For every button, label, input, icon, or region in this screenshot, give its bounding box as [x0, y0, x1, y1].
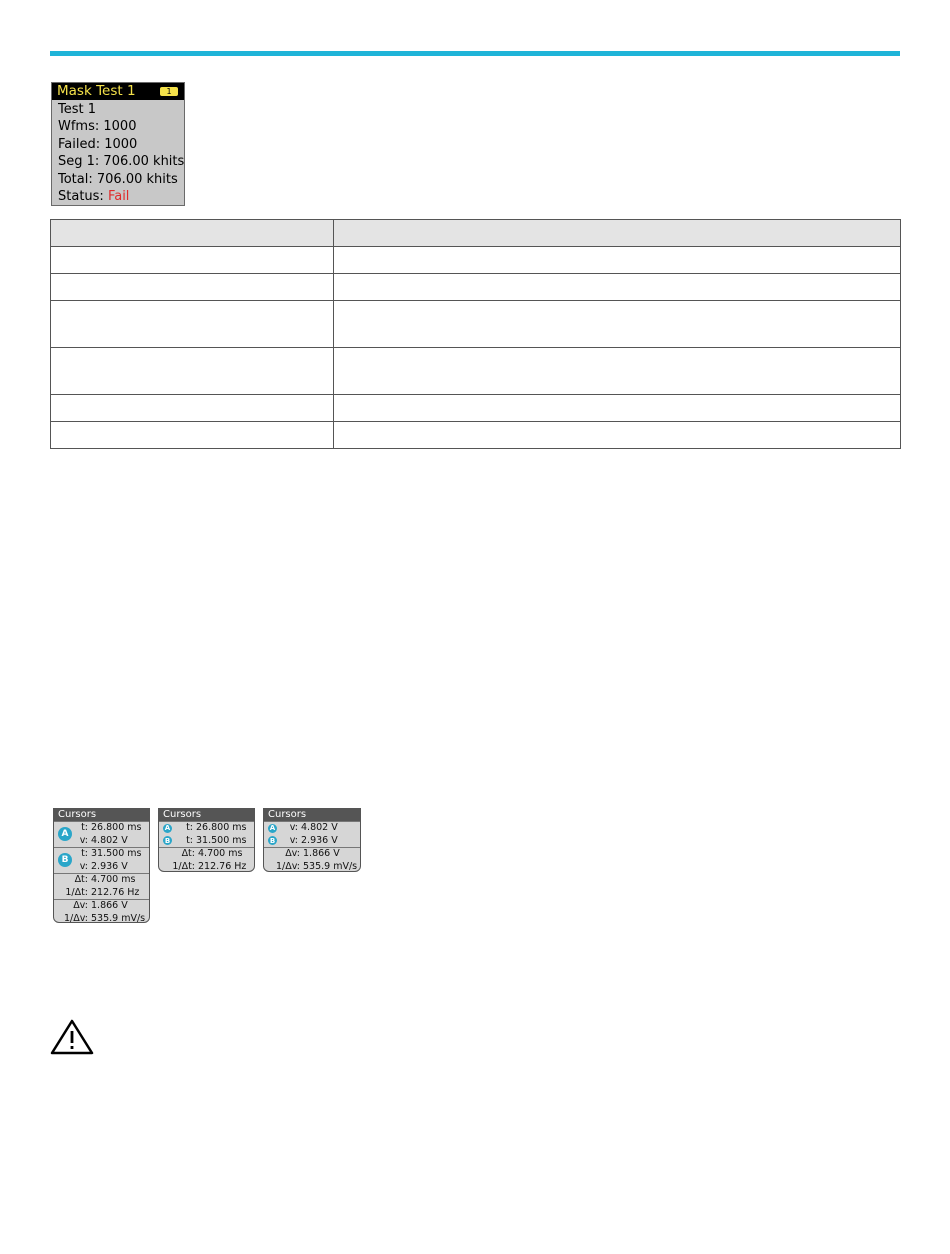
delta-time-section [54, 873, 149, 899]
mask-line: Test 1 [58, 102, 97, 117]
cursor-b-t: 31.500 ms [196, 834, 247, 846]
cursor-readout-title: Cursors [54, 809, 149, 821]
table-cell [51, 274, 334, 301]
table-cell [334, 274, 901, 301]
cursor-a-t-row [78, 822, 149, 835]
inv-delta-t-value: 212.76 Hz [198, 860, 247, 872]
t-label: t: [81, 848, 88, 859]
cursor-a-v-row [78, 835, 149, 848]
delta-volt-section [54, 899, 149, 923]
t-label: t: [186, 834, 193, 846]
table-header-cell [334, 220, 901, 247]
table-cell [334, 422, 901, 449]
mask-test-title: Mask Test 1 [57, 82, 136, 99]
table-cell [334, 301, 901, 348]
delta-v-label: Δv: [285, 848, 300, 859]
t-label: t: [186, 822, 193, 833]
mask-status [58, 188, 184, 205]
cursor-a-t: 26.800 ms [196, 822, 247, 833]
table-cell [51, 395, 334, 422]
description-table [50, 219, 901, 449]
table-cell [334, 395, 901, 422]
v-label: v: [289, 822, 298, 833]
channel-chip: 1 [160, 87, 178, 96]
inv-delta-t-row [54, 887, 149, 900]
cursor-b-v-row [264, 835, 360, 848]
cursor-b-icon: B [164, 836, 171, 845]
header-rule [50, 51, 900, 56]
cursor-a-icon: A [269, 824, 276, 832]
cursor-time-section [159, 821, 254, 847]
cursor-a-v-row [264, 822, 360, 835]
delta-t-row [54, 874, 149, 887]
cursor-readout-time [158, 808, 255, 872]
cursor-b-t: 31.500 ms [91, 848, 142, 859]
delta-v-row [54, 900, 149, 913]
inv-delta-t-value: 212.76 Hz [91, 886, 140, 898]
badge-slot [264, 822, 288, 835]
status-value: Fail [107, 189, 130, 205]
table-row [51, 301, 901, 348]
table-cell [51, 247, 334, 274]
table-cell [51, 301, 334, 348]
mask-line: Total: 706.00 khits [58, 171, 178, 187]
cursor-b-icon: B [58, 853, 72, 867]
v-label: v: [79, 834, 88, 846]
delta-t-value: 4.700 ms [91, 874, 136, 885]
v-label: v: [289, 834, 298, 846]
cursor-readout-full [53, 808, 150, 923]
badge-slot [264, 835, 288, 848]
delta-t-value: 4.700 ms [198, 848, 243, 859]
cursor-b-v-row [78, 861, 149, 874]
v-label: v: [79, 860, 88, 872]
cursor-a-t-row [159, 822, 254, 835]
cursor-b-v: 2.936 V [301, 834, 338, 846]
table-cell [334, 247, 901, 274]
cursor-readout-title: Cursors [264, 809, 360, 821]
badge-slot [159, 822, 183, 835]
table-row [51, 348, 901, 395]
mask-test-body [52, 100, 184, 205]
inv-delta-v-label: 1/Δv: [63, 912, 88, 923]
table-row [51, 395, 901, 422]
delta-v-value: 1.866 V [91, 900, 128, 911]
mask-line: Failed: 1000 [58, 136, 138, 152]
table-cell [51, 422, 334, 449]
cursor-b-section [54, 847, 149, 873]
table-header-row [51, 220, 901, 247]
cursor-a-t: 26.800 ms [91, 822, 142, 833]
table-header-cell [51, 220, 334, 247]
table-row [51, 247, 901, 274]
table-row [51, 422, 901, 449]
inv-delta-t-row [159, 861, 254, 873]
delta-volt-section [264, 847, 360, 872]
mask-line: Seg 1: 706.00 khits [58, 154, 185, 170]
cursor-readout-voltage [263, 808, 361, 872]
delta-v-row [264, 848, 360, 861]
cursor-volt-section [264, 821, 360, 847]
cursor-a-v: 4.802 V [301, 822, 338, 833]
mask-test-header [52, 83, 184, 100]
inv-delta-t-label: 1/Δt: [172, 860, 195, 872]
cursor-b-t-row [159, 835, 254, 848]
badge-slot [159, 835, 183, 848]
table-cell [51, 348, 334, 395]
cursor-readout-title: Cursors [159, 809, 254, 821]
cursor-a-icon: A [58, 827, 72, 841]
delta-time-section [159, 847, 254, 872]
table-cell [334, 348, 901, 395]
mask-test-badge [51, 82, 185, 206]
delta-v-label: Δv: [73, 900, 88, 911]
inv-delta-v-value: 535.9 mV/s [91, 912, 146, 923]
cursor-a-section [54, 821, 149, 847]
cursor-a-v: 4.802 V [91, 834, 128, 846]
inv-delta-t-label: 1/Δt: [65, 886, 88, 898]
t-label: t: [81, 822, 88, 833]
cursor-b-v: 2.936 V [91, 860, 128, 872]
delta-t-row [159, 848, 254, 861]
inv-delta-v-label: 1/Δv: [275, 860, 300, 872]
delta-t-label: Δt: [181, 848, 195, 859]
status-label: Status: [58, 189, 108, 205]
delta-v-value: 1.866 V [303, 848, 340, 859]
cursor-b-icon: B [269, 836, 276, 845]
warning-triangle-icon [50, 1019, 94, 1055]
mask-line: Wfms: 1000 [58, 119, 137, 135]
table-row [51, 274, 901, 301]
cursor-b-t-row [78, 848, 149, 861]
cursor-a-icon: A [164, 824, 171, 832]
inv-delta-v-row [54, 913, 149, 924]
delta-t-label: Δt: [74, 874, 88, 885]
inv-delta-v-value: 535.9 mV/s [303, 860, 358, 872]
inv-delta-v-row [264, 861, 360, 873]
